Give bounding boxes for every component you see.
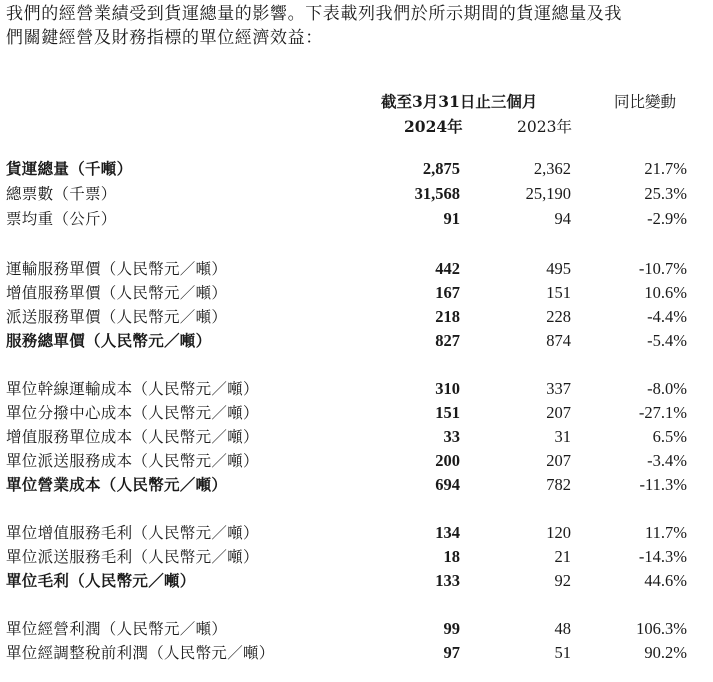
intro-line-1: 我們的經營業績受到貨運總量的影響。下表載列我們於所示期間的貨運總量及我 [6, 4, 622, 24]
value-2023: 48 [554, 619, 571, 638]
value-2023: 495 [546, 259, 571, 278]
value-2023: 782 [546, 475, 571, 494]
value-2024: 18 [443, 547, 460, 566]
row-label: 單位派送服務毛利（人民幣元／噸） [6, 548, 259, 566]
table-row [0, 570, 713, 592]
value-2024: 134 [435, 523, 460, 542]
row-label: 單位幹線運輸成本（人民幣元／噸） [6, 380, 259, 398]
intro-line-2: 們關鍵經營及財務指標的單位經濟效益： [6, 28, 323, 48]
value-2023: 228 [546, 307, 571, 326]
yoy-change: -3.4% [647, 451, 687, 470]
row-label: 單位派送服務成本（人民幣元／噸） [6, 452, 259, 470]
value-2023: 151 [546, 283, 571, 302]
value-2024: 99 [443, 619, 460, 638]
value-2023: 92 [554, 571, 571, 590]
table-row [0, 642, 713, 664]
yoy-change: 10.6% [644, 283, 687, 302]
yoy-change: 21.7% [644, 159, 687, 178]
table-row [0, 426, 713, 448]
value-2024: 200 [435, 451, 460, 470]
row-label: 增值服務單位成本（人民幣元／噸） [6, 428, 259, 446]
table-row [0, 378, 713, 400]
year-2023-header: 2023年 [517, 118, 572, 136]
value-2024: 133 [435, 571, 460, 590]
value-2023: 25,190 [525, 184, 571, 203]
yoy-change: -27.1% [638, 403, 687, 422]
table-row [0, 522, 713, 544]
value-2024: 97 [443, 643, 460, 662]
row-label: 總票數（千票） [6, 185, 117, 203]
yoy-change: 6.5% [652, 427, 687, 446]
value-2023: 120 [546, 523, 571, 542]
value-2023: 51 [554, 643, 571, 662]
table-row [0, 306, 713, 328]
value-2024: 827 [435, 331, 460, 350]
yoy-change: -5.4% [647, 331, 687, 350]
value-2024: 218 [435, 307, 460, 326]
year-2024-header: 2024年 [404, 117, 463, 136]
value-2024: 91 [443, 209, 460, 228]
yoy-change: -2.9% [647, 209, 687, 228]
row-label: 派送服務單價（人民幣元／噸） [6, 308, 228, 326]
table-row [0, 183, 713, 205]
table-row [0, 158, 713, 180]
table-row [0, 402, 713, 424]
yoy-change: 44.6% [644, 571, 687, 590]
row-label: 增值服務單價（人民幣元／噸） [6, 284, 228, 302]
value-2024: 151 [435, 403, 460, 422]
row-label: 貨運總量（千噸） [6, 159, 133, 178]
table-row [0, 450, 713, 472]
value-2023: 874 [546, 331, 571, 350]
table-row [0, 208, 713, 230]
row-label: 單位分撥中心成本（人民幣元／噸） [6, 404, 259, 422]
table-row [0, 330, 713, 352]
row-label: 票均重（公斤） [6, 210, 117, 228]
value-2024: 31,568 [414, 184, 460, 203]
yoy-change: 90.2% [644, 643, 687, 662]
period-header: 截至3月31日止三個月 [381, 92, 538, 111]
value-2024: 2,875 [422, 159, 460, 178]
value-2023: 94 [554, 209, 571, 228]
yoy-change: 11.7% [644, 523, 687, 542]
yoy-change: -11.3% [639, 475, 687, 494]
row-label: 運輸服務單價（人民幣元／噸） [6, 260, 228, 278]
value-2024: 310 [435, 379, 460, 398]
table-row [0, 546, 713, 568]
yoy-change: -4.4% [647, 307, 687, 326]
value-2023: 207 [546, 403, 571, 422]
value-2023: 207 [546, 451, 571, 470]
row-label: 單位營業成本（人民幣元／噸） [6, 475, 228, 494]
table-row [0, 258, 713, 280]
table-row [0, 282, 713, 304]
yoy-change: -8.0% [647, 379, 687, 398]
value-2024: 33 [443, 427, 460, 446]
change-header: 同比變動 [614, 93, 677, 111]
row-label: 服務總單價（人民幣元／噸） [6, 331, 212, 350]
row-label: 單位毛利（人民幣元／噸） [6, 571, 196, 590]
yoy-change: 25.3% [644, 184, 687, 203]
table-row [0, 474, 713, 496]
yoy-change: -10.7% [638, 259, 687, 278]
row-label: 單位經調整稅前利潤（人民幣元／噸） [6, 644, 275, 662]
value-2024: 694 [435, 475, 460, 494]
row-label: 單位經營利潤（人民幣元／噸） [6, 620, 228, 638]
intro-paragraph [6, 2, 706, 50]
value-2023: 337 [546, 379, 571, 398]
value-2024: 442 [435, 259, 460, 278]
row-label: 單位增值服務毛利（人民幣元／噸） [6, 524, 259, 542]
value-2024: 167 [435, 283, 460, 302]
value-2023: 31 [554, 427, 571, 446]
value-2023: 21 [554, 547, 571, 566]
table-row [0, 618, 713, 640]
value-2023: 2,362 [533, 159, 571, 178]
yoy-change: -14.3% [638, 547, 687, 566]
yoy-change: 106.3% [636, 619, 687, 638]
